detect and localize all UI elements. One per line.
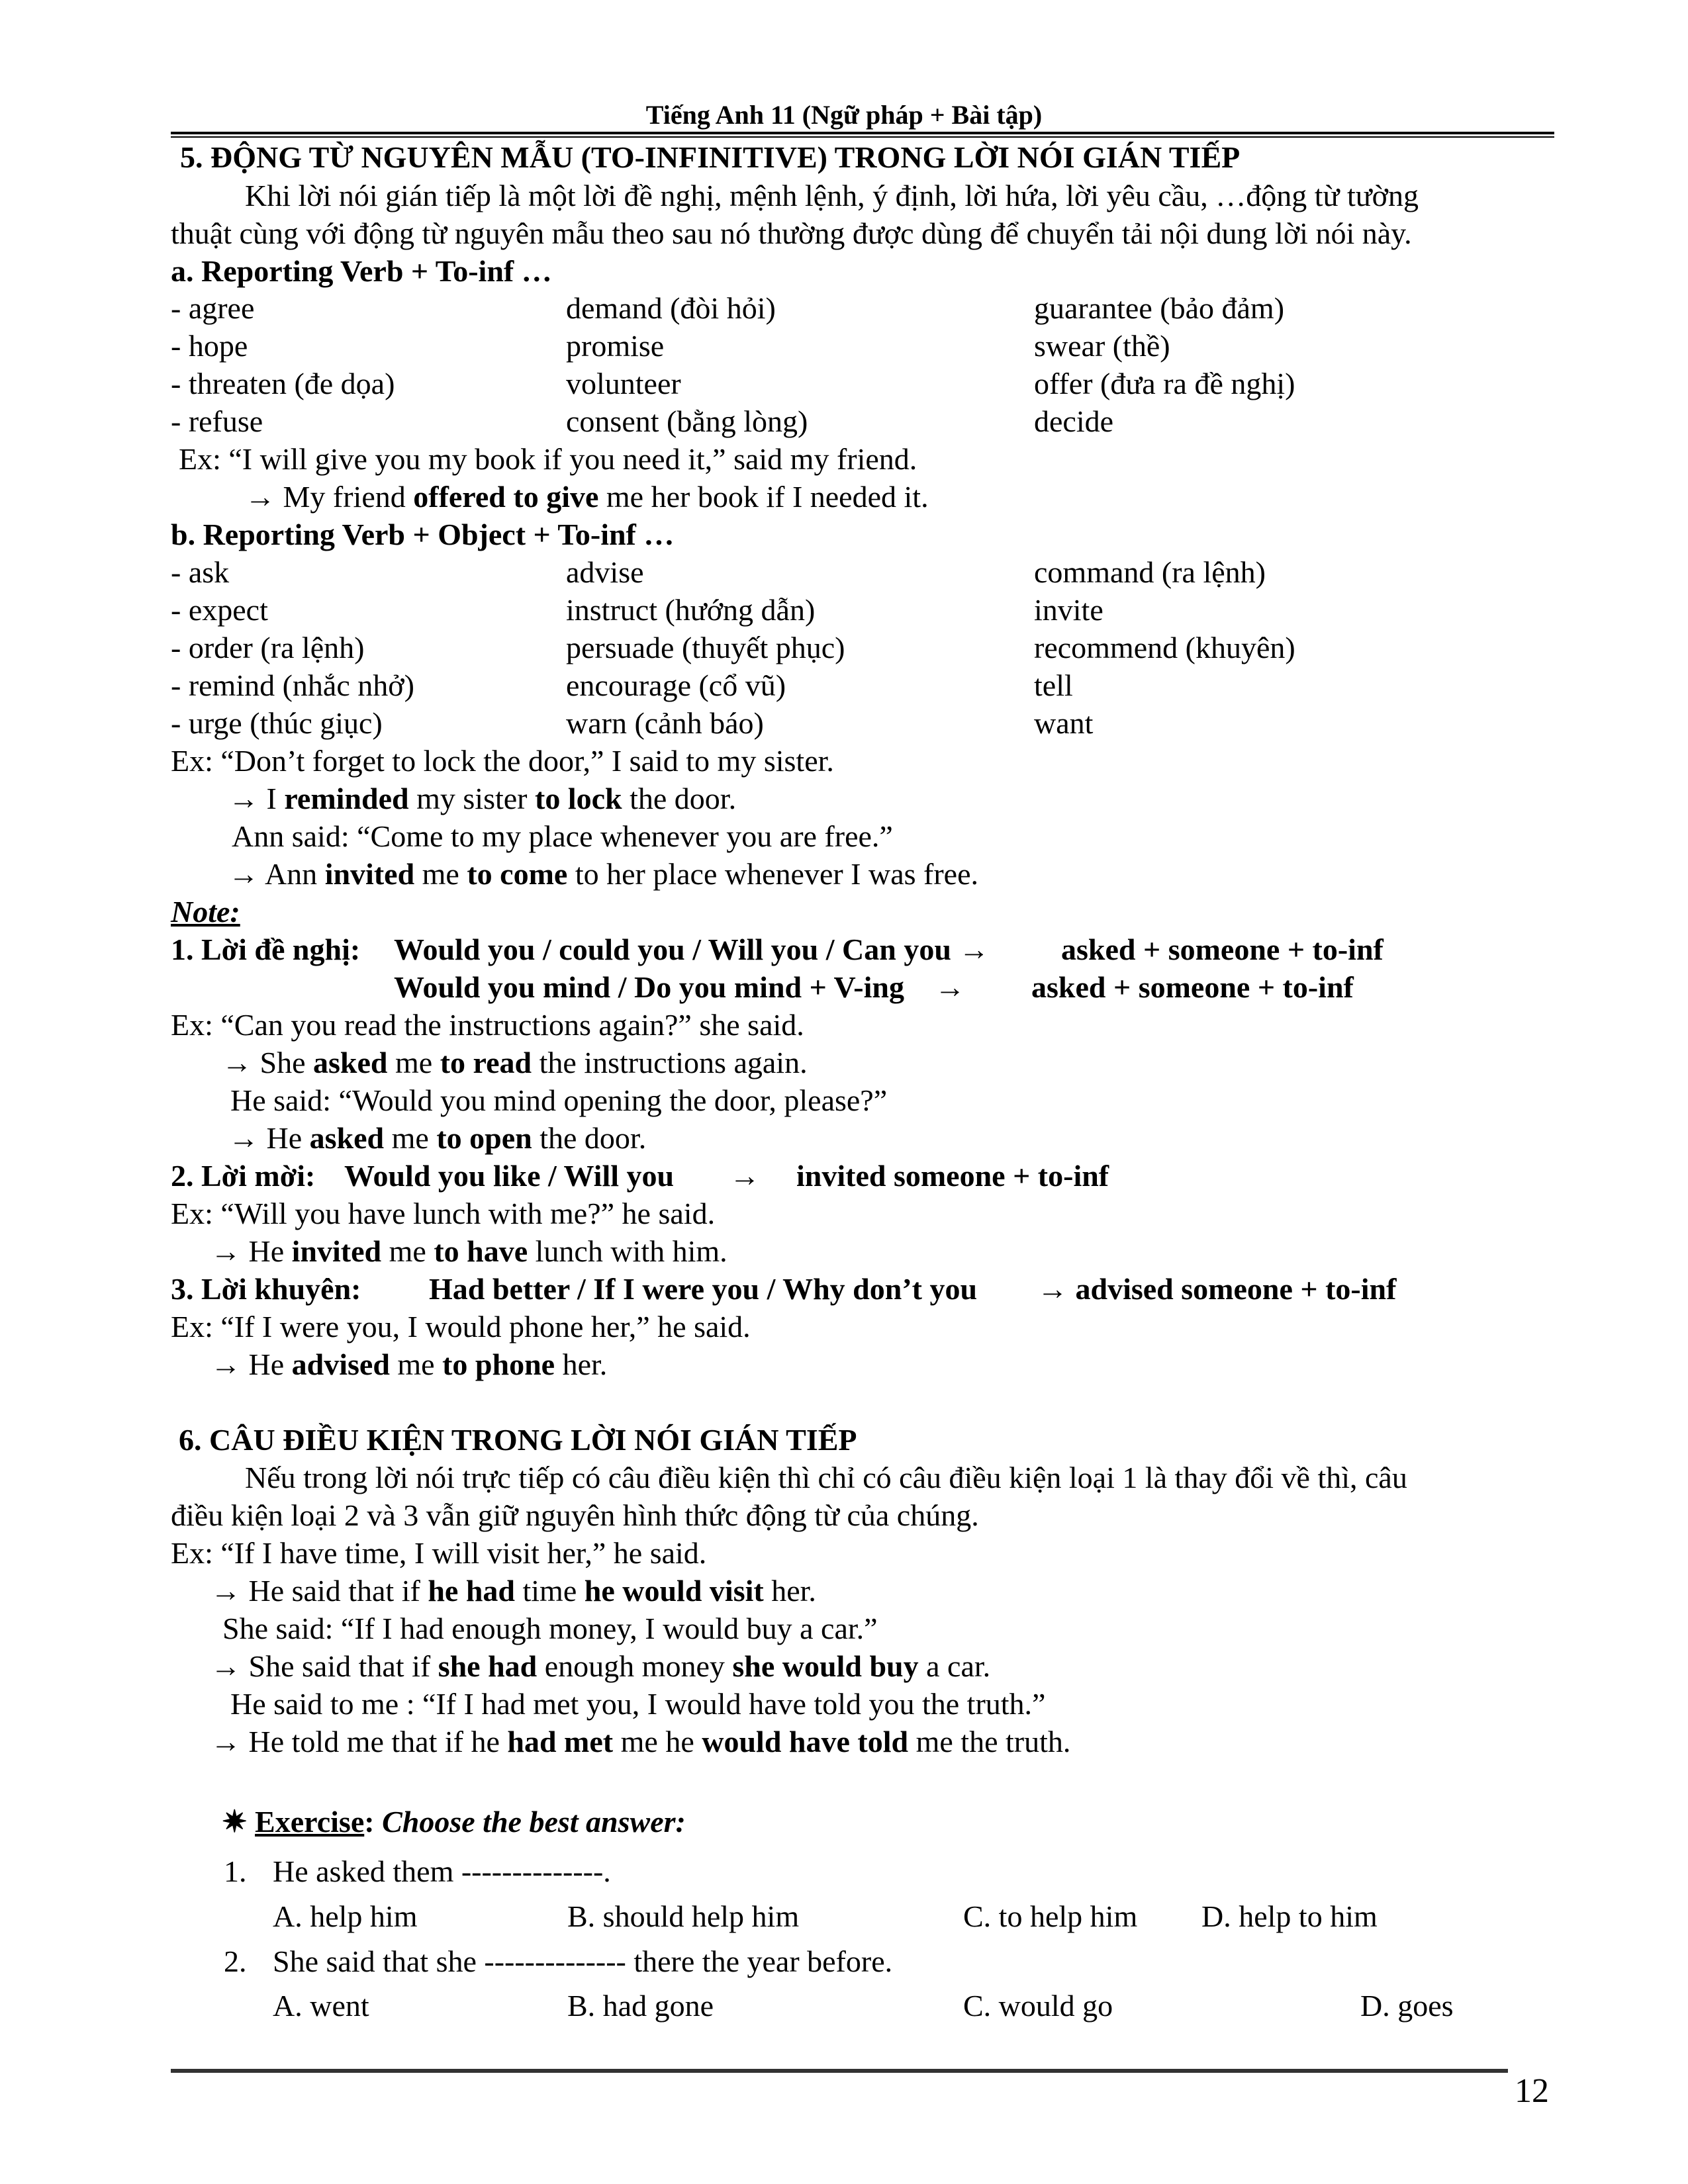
question-text: He asked them --------------. (273, 1854, 611, 1888)
page-number: 12 (1515, 2072, 1549, 2110)
verb-list-item: tell (1034, 668, 1073, 702)
verb-list-item: swear (thề) (1034, 329, 1170, 363)
verb-list-item: consent (bằng lòng) (566, 404, 808, 438)
example-answer: → He said that if he had time he would visit her. (211, 1574, 816, 1608)
verb-list-item: want (1034, 706, 1094, 740)
example-sentence: Ex: “Will you have lunch with me?” he said. (171, 1197, 716, 1230)
note3-forms: Had better / If I were you / Why don’t you (429, 1272, 978, 1306)
note1-result-b: asked + someone + to-inf (1031, 970, 1354, 1004)
example-sentence: Ex: “If I have time, I will visit her,” he said. (171, 1536, 707, 1570)
example-answer: → He asked me to open the door. (228, 1121, 647, 1155)
example-sentence: Ann said: “Come to my place whenever you are free.” (232, 819, 893, 853)
verb-list-item: command (ra lệnh) (1034, 555, 1266, 589)
verb-list-item: recommend (khuyên) (1034, 631, 1295, 664)
subsection-a-title: a. Reporting Verb + To-inf … (171, 254, 552, 288)
section6-intro-line1: Nếu trong lời nói trực tiếp có câu điều kiện thì chỉ có câu điều kiện loại 1 là thay đổi về thì, câu (245, 1461, 1407, 1494)
answer-option-a[interactable]: A. help him (273, 1899, 418, 1933)
verb-list-item: instruct (hướng dẫn) (566, 593, 816, 627)
verb-list-item: - refuse (171, 404, 263, 438)
answer-option-b[interactable]: B. should help him (567, 1899, 800, 1933)
note3-result: → advised someone + to-inf (1037, 1272, 1397, 1306)
example-answer: → He advised me to phone her. (211, 1347, 608, 1381)
note1-label: 1. Lời đề nghị: (171, 933, 361, 966)
example-answer: → Ann invited me to come to her place whenever I was free. (228, 857, 979, 891)
star-icon: ✷ (222, 1805, 248, 1839)
section5-intro-line1: Khi lời nói gián tiếp là một lời đề nghị, mệnh lệnh, ý định, lời hứa, lời yêu cầu, …động từ tường (245, 179, 1419, 212)
section6-intro-line2: điều kiện loại 2 và 3 vẫn giữ nguyên hình thức động từ của chúng. (171, 1498, 979, 1532)
footer-rule (171, 2069, 1508, 2073)
example-answer: → She said that if she had enough money she would buy a car. (211, 1649, 991, 1683)
verb-list-item: persuade (thuyết phục) (566, 631, 845, 664)
example-sentence: Ex: “Can you read the instructions again?” she said. (171, 1008, 804, 1042)
exercise-heading: ✷ Exercise: Choose the best answer: (222, 1805, 686, 1839)
answer-option-c[interactable]: C. to help him (963, 1899, 1138, 1933)
answer-option-d[interactable]: D. help to him (1201, 1899, 1378, 1933)
verb-list-item: - agree (171, 291, 255, 325)
question-number: 1. (224, 1854, 247, 1888)
verb-list-item: guarantee (bảo đảm) (1034, 291, 1285, 325)
verb-list-item: promise (566, 329, 665, 363)
verb-list-item: - remind (nhắc nhở) (171, 668, 414, 702)
verb-list-item: - ask (171, 555, 230, 589)
section5-title: 5. ĐỘNG TỪ NGUYÊN MẪU (TO-INFINITIVE) TRONG LỜI NÓI GIÁN TIẾP (180, 140, 1241, 174)
verb-list-item: warn (cảnh báo) (566, 706, 764, 740)
header-rule-thin (171, 136, 1554, 138)
arrow-icon: → (729, 1159, 760, 1193)
note1-result-a: asked + someone + to-inf (1061, 933, 1383, 966)
subsection-b-title: b. Reporting Verb + Object + To-inf … (171, 518, 675, 551)
running-header: Tiếng Anh 11 (Ngữ pháp + Bài tập) (645, 100, 1043, 130)
section5-intro-line2: thuật cùng với động từ nguyên mẫu theo sau nó thường được dùng để chuyển tải nội dung lời nói này. (171, 216, 1412, 250)
answer-option-a[interactable]: A. went (273, 1989, 369, 2023)
verb-list-item: offer (đưa ra đề nghị) (1034, 367, 1295, 400)
note2-forms: Would you like / Will you (344, 1159, 675, 1193)
example-sentence: Ex: “Don’t forget to lock the door,” I said to my sister. (171, 744, 834, 778)
verb-list-item: - threaten (đe dọa) (171, 367, 395, 400)
verb-list-item: - urge (thúc giục) (171, 706, 383, 740)
note2-result: invited someone + to-inf (796, 1159, 1109, 1193)
verb-list-item: - order (ra lệnh) (171, 631, 365, 664)
example-answer: → She asked me to read the instructions again. (222, 1046, 808, 1079)
example-sentence: She said: “If I had enough money, I would buy a car.” (222, 1612, 878, 1645)
note-label: Note: (171, 895, 240, 929)
verb-list-item: - hope (171, 329, 248, 363)
verb-list-item: encourage (cổ vũ) (566, 668, 786, 702)
answer-option-c[interactable]: C. would go (963, 1989, 1113, 2023)
verb-list-item: decide (1034, 404, 1114, 438)
example-answer: → My friend offered to give me her book if I needed it. (245, 480, 929, 514)
verb-list-item: invite (1034, 593, 1103, 627)
question-text: She said that she -------------- there the year before. (273, 1944, 893, 1978)
verb-list-item: - expect (171, 593, 268, 627)
note2-label: 2. Lời mời: (171, 1159, 316, 1193)
note3-label: 3. Lời khuyên: (171, 1272, 361, 1306)
example-sentence: Ex: “I will give you my book if you need it,” said my friend. (179, 442, 917, 476)
answer-option-d[interactable]: D. goes (1360, 1989, 1454, 2023)
example-sentence: He said: “Would you mind opening the door, please?” (230, 1083, 888, 1117)
question-number: 2. (224, 1944, 247, 1978)
note1-forms-b: Would you mind / Do you mind + V-ing (394, 970, 904, 1004)
header-rule (171, 132, 1554, 134)
verb-list-item: demand (đòi hỏi) (566, 291, 776, 325)
section6-title: 6. CÂU ĐIỀU KIỆN TRONG LỜI NÓI GIÁN TIẾP (179, 1423, 857, 1457)
note1-forms-a: Would you / could you / Will you / Can you → (394, 933, 990, 966)
example-answer: → He told me that if he had met me he would have told me the truth. (211, 1725, 1071, 1758)
example-sentence: He said to me : “If I had met you, I would have told you the truth.” (230, 1687, 1046, 1721)
example-sentence: Ex: “If I were you, I would phone her,” he said. (171, 1310, 751, 1343)
answer-option-b[interactable]: B. had gone (567, 1989, 714, 2023)
example-answer: → I reminded my sister to lock the door. (228, 782, 737, 815)
example-answer: → He invited me to have lunch with him. (211, 1234, 727, 1268)
verb-list-item: volunteer (566, 367, 681, 400)
verb-list-item: advise (566, 555, 644, 589)
arrow-icon: → (935, 970, 965, 1004)
